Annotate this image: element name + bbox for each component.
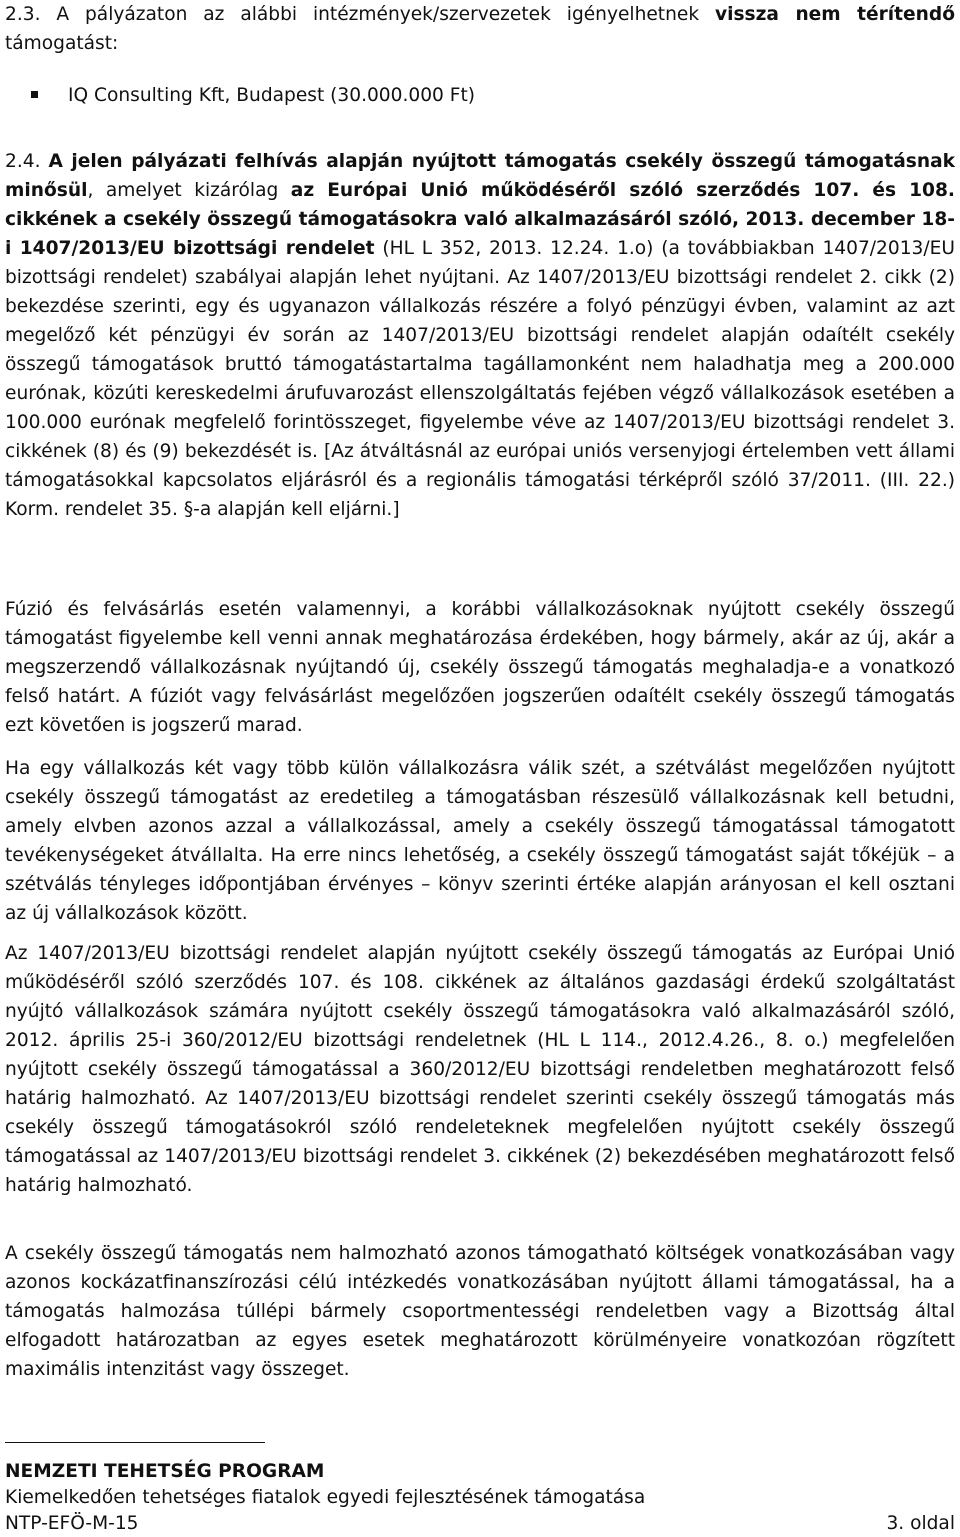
footer-page-number: 3. oldal xyxy=(886,1513,955,1534)
footer-code: NTP-EFÖ-M-15 xyxy=(5,1513,139,1534)
section-2-3-number: 2.3. xyxy=(5,4,41,25)
paragraph-nem-halmozhato: A csekély összegű támogatás nem halmozható azonos támogatható költségek vonatkozásában vagy azonos kockázatfinanszírozási célú intézkedés vonatkozásában nyújtott állami támogatással, ha a támogatás halmozása túllépi bármely csoportmentességi rendeletben vagy a Bizottság által elfogadott határozatban az egyes esetek meghatározott körülményeire vonatkozóan rögzített maximális intenzitást vagy összeget. xyxy=(5,1243,955,1380)
section-2-4-number: 2.4. xyxy=(5,151,49,172)
highlight-vissza-nem-teritendo: vissza nem térítendő xyxy=(714,4,955,25)
footer-program-name: NEMZETI TEHETSÉG PROGRAM xyxy=(5,1461,325,1482)
paragraph-1407-halmozas: Az 1407/2013/EU bizottsági rendelet alapján nyújtott csekély összegű támogatás az Európai Unió működéséről szóló szerződés 107. és 108. cikkének az általános gazdasági érdekű szolgáltatást nyújtó vállalkozások számára nyújtott csekély összegű támogatásokra való alkalmazásáról szóló, 2012. április 25-i 360/2012/EU bizottsági rendeletnek (HL L 114., 2012.4.26., 8. o.) megfelelően nyújtott csekély összegű támogatással a 360/2012/EU bizottsági rendeletben meghatározott felső határig halmozható. Az 1407/2013/EU bizottsági rendelet szerinti csekély összegű támogatás más csekély összegű támogatásokról szóló rendeleteknek megfelelően nyújtott csekély összegű támogatással az 1407/2013/EU bizottsági rendelet 3. cikkének (2) bekezdésében meghatározott felső határig halmozható. xyxy=(5,943,955,1196)
paragraph-fuzio: Fúzió és felvásárlás esetén valamennyi, a korábbi vállalkozásoknak nyújtott csekély összegű támogatást figyelembe kell venni annak meghatározása érdekében, hogy bármely, akár az új, akár a megszerzendő vállalkozásnak nyújtandó új, csekély összegű támogatás meghaladja-e a vonatkozó felső határt. A fúziót vagy felvásárlást megelőzően jogszerűen odaítélt csekély összegű támogatás ezt követően is jogszerű marad. xyxy=(5,599,955,736)
section-2-3: 2.3. A pályázaton az alábbi intézmények/szervezetek igényelhetnek vissza nem térítendő támogatást: xyxy=(5,4,955,54)
footer-divider xyxy=(5,1442,265,1443)
footer-subtitle: Kiemelkedően tehetséges fiatalok egyedi fejlesztésének támogatása xyxy=(5,1487,646,1508)
section-2-4: 2.4. A jelen pályázati felhívás alapján nyújtott támogatás csekély összegű támogatásnak minősül, amelyet kizárólag az Európai Unió működéséről szóló szerződés 107. és 108. cikkének a csekély összegű támogatásokra való alkalmazásáról szóló, 2013. december 18-i 1407/2013/EU bizottsági rendelet (HL L 352, 2013. 12.24. 1.o) (a továbbiakban 1407/2013/EU bizottsági rendelet) szabályai alapján lehet nyújtani. Az 1407/2013/EU bizottsági rendelet 2. cikk (2) bekezdése szerinti, egy és ugyanazon vállalkozás részére a folyó pénzügyi évben, valamint az azt megelőző két pénzügyi év során az 1407/2013/EU bizottsági rendelet alapján odaítélt csekély összegű támogatások bruttó támogatástartalma tagállamonként nem haladhatja meg a 200.000 eurónak, közúti kereskedelmi árufuvarozást ellenszolgáltatás fejében végző vállalkozások esetében a 100.000 eurónak megfelelő forintösszeget, figyelembe véve az 1407/2013/EU bizottsági rendelet 3. cikkének (8) és (9) bekezdését is. [Az átváltásnál az európai uniós versenyjogi értelemben vett állami támogatásokkal kapcsolatos eljárásról és a regionális támogatási térképről szóló 37/2011. (III. 22.) Korm. rendelet 35. §-a alapján kell eljárni.] xyxy=(5,151,956,520)
square-bullet-icon xyxy=(31,91,38,98)
bullet-list-item: IQ Consulting Kft, Budapest (30.000.000 Ft) xyxy=(5,81,475,110)
paragraph-szetvalas: Ha egy vállalkozás két vagy több külön vállalkozásra válik szét, a szétválást megelőzően nyújtott csekély összegű támogatást az eredetileg a támogatásban részesülő vállalkozásnak kell betudni, amely elvben azonos azzal a vállalkozással, amely a csekély összegű támogatással támogatott tevékenységeket átvállalta. Ha erre nincs lehetőség, a csekély összegű támogatást saját tőkéjük – a szétválás tényleges időpontjában érvényes – könyv szerinti értéke alapján arányosan el kell osztani az új vállalkozások között. xyxy=(5,758,955,924)
